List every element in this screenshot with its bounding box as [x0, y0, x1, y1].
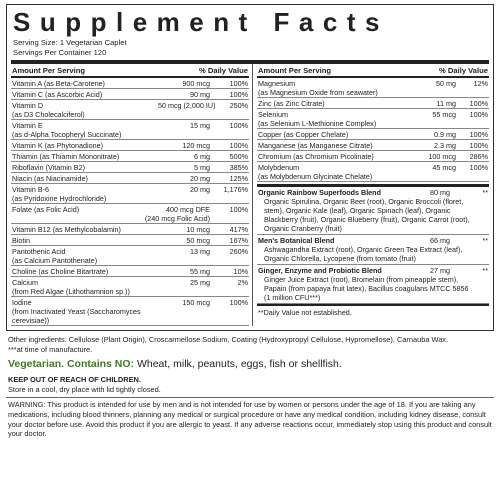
allergen-list: Wheat, milk, peanuts, eggs, fish or shellfish. [134, 358, 342, 371]
amount-value: 6 mg [193, 151, 210, 161]
warning-text: WARNING: This product is intended for use by men and is not intended for use by women or persons under the age of 18. If you are taking any medications, including blood thinners, planning any medical or surgical procedure or have any medical condition, including kidney disease, consult your doctor before use. Avoid this product if you are allergic to yeast. If any adverse reactions occur, immediately stop using this product and consult your doctor. [8, 400, 492, 439]
daily-value: 100% [469, 140, 488, 150]
nutrient-source: (as Selenium L-Methionine Complex) [257, 118, 377, 128]
blend-list [257, 184, 489, 304]
nutrient-row [257, 162, 489, 182]
daily-value: 100% [229, 89, 248, 99]
nutrient-row [11, 235, 249, 246]
nutrient-source: (as Calcium Pantothenate) [12, 255, 98, 265]
nutrient-label: Chromium (as Chromium Picolinate) [257, 151, 374, 161]
vegetarian-statement [6, 354, 494, 371]
nutrient-name [258, 141, 412, 150]
nutrient-row [11, 266, 249, 277]
right-table-header [257, 64, 489, 78]
daily-value: 2% [237, 277, 248, 287]
blend-header [258, 266, 488, 275]
nutrient-row [257, 151, 489, 162]
servings-per-container: Servings Per Container 120 [13, 48, 107, 57]
nutrient-amount [412, 110, 456, 128]
nutrient-name [12, 163, 158, 172]
nutrient-name [12, 267, 158, 276]
nutrient-label: Vitamin D [12, 100, 44, 110]
blend-ingredients: Organic Spirulina, Organic Beet (root), Organic Broccoli (floret, stem), Organic Kale (leaf), Organic Spinach (leaf), Organic Blackberry (fruit), Organic Blueberry (fruit), Organic Carrot (root), Organic Cranberry (fruit) [263, 197, 470, 233]
nutrient-row [11, 224, 249, 235]
other-ingredients: Other ingredients: Cellulose (Plant Origin), Croscarmellose Sodium, Coating (Hydroxypropyl Cellulose, Hypromellose), Carnauba Wax. [8, 335, 449, 344]
nutrient-name [12, 236, 158, 245]
daily-value: 125% [229, 173, 248, 183]
blend-ingredients: Ashwagandha Extract (root), Organic Green Tea Extract (leaf), Organic Chlorella, Lycopene (from tomato (fruit) [263, 245, 463, 263]
nutrient-label: Iodine [12, 297, 32, 307]
blend-ingredients: Ginger Juice Extract (root), Bromelain (from pineapple stem), Papain (from papaya fruit latex), Bacillus coagulans MTCC 5856 (1 million CFU***) [263, 275, 469, 302]
nutrient-label: Calcium [12, 277, 38, 287]
left-nutrient-list [11, 78, 249, 326]
nutrient-label: Thiamin (as Thiamin Mononitrate) [12, 151, 120, 161]
divider [6, 397, 494, 398]
nutrient-label: Vitamin E [12, 120, 43, 130]
amount-value: 120 mcg [182, 140, 210, 150]
amount-value: 55 mcg [432, 109, 456, 119]
nutrient-source: (as D3 Cholecalciferol) [12, 109, 85, 119]
blend-name: Men's Botanical Blend [257, 236, 335, 245]
daily-value: 167% [229, 235, 248, 245]
nutrient-amount [158, 79, 210, 88]
nutrient-amount [158, 152, 210, 161]
daily-value: 100% [469, 98, 488, 108]
daily-value: 100% [229, 297, 248, 307]
nutrient-row [11, 297, 249, 326]
nutrient-name [258, 163, 412, 181]
nutrient-label: Choline (as Choline Bitartrate) [12, 266, 109, 276]
storage-instructions: Store in a cool, dry place with lid tightly closed. [8, 384, 161, 394]
nutrient-row [11, 140, 249, 151]
nutrient-label: Selenium [257, 109, 288, 119]
nutrient-row [257, 98, 489, 109]
nutrient-name [12, 90, 158, 99]
nutrient-amount [158, 121, 210, 139]
nutrient-label: Vitamin B12 (as Methylcobalamin) [12, 224, 121, 234]
daily-value: 417% [229, 224, 248, 234]
nutrient-amount [412, 152, 456, 161]
nutrient-amount [158, 236, 210, 245]
daily-value: 100% [469, 109, 488, 119]
nutrient-label: Molybdenum [257, 162, 300, 172]
serving-size: Serving Size: 1 Vegetarian Caplet [13, 38, 127, 47]
supplement-facts-panel [6, 4, 494, 331]
right-nutrient-list [257, 78, 489, 182]
blend-dv: ** [482, 188, 488, 197]
right-column [253, 64, 489, 326]
nutrient-label: Magnesium [257, 78, 296, 88]
daily-value: 500% [229, 151, 248, 161]
nutrient-name [258, 99, 412, 108]
vegetarian-label: Vegetarian. Contains NO: [8, 358, 135, 371]
daily-value: 1,176% [223, 184, 248, 194]
blend-amount: 66 mg [430, 236, 450, 245]
nutrient-row [257, 129, 489, 140]
nutrient-amount [118, 205, 210, 223]
amount-value: 11 mg [436, 98, 456, 108]
left-table-header [11, 64, 249, 78]
dv-header: % Daily Value [439, 66, 488, 75]
nutrient-amount [158, 298, 210, 325]
amount-value: 10 mcg [186, 224, 210, 234]
nutrient-row [11, 151, 249, 162]
nutrient-label: Niacin (as Niacinamide) [12, 173, 88, 183]
nutrient-row [11, 184, 249, 204]
blend-block [257, 235, 489, 265]
nutrient-name [12, 185, 158, 203]
daily-value: 100% [469, 129, 488, 139]
amount-value: 150 mcg [182, 297, 210, 307]
nutrient-amount [158, 90, 210, 99]
facts-columns [11, 64, 489, 326]
daily-value: 100% [229, 204, 248, 214]
nutrient-amount [157, 100, 216, 119]
nutrient-amount [158, 225, 210, 234]
nutrient-row [11, 173, 249, 184]
nutrient-row [11, 204, 249, 224]
manufacture-note: ***at time of manufacture. [8, 344, 93, 354]
nutrient-name [12, 298, 158, 325]
daily-value: 100% [229, 140, 248, 150]
nutrient-name [258, 130, 412, 139]
nutrient-source: (as d-Alpha Tocopheryl Succinate) [12, 129, 122, 139]
blend-block [257, 184, 489, 235]
amount-value: 20 mg [189, 173, 210, 183]
blend-header [258, 236, 488, 245]
keep-out-warning: KEEP OUT OF REACH OF CHILDREN. [8, 375, 141, 385]
nutrient-label: Biotin [12, 235, 30, 245]
daily-value: 10% [233, 266, 248, 276]
nutrient-label: Vitamin K (as Phytonadione) [12, 140, 103, 150]
amount-value: 90 mg [189, 89, 210, 99]
daily-value: 100% [229, 120, 248, 130]
nutrient-amount [158, 247, 210, 265]
nutrient-name [12, 205, 118, 223]
daily-value: 286% [469, 151, 488, 161]
nutrient-name [12, 141, 158, 150]
blend-block [257, 265, 489, 304]
dv-note: **Daily Value not established. [257, 304, 489, 319]
amount-value: 55 mg [189, 266, 210, 276]
nutrient-row [257, 140, 489, 151]
blend-amount: 27 mg [430, 266, 450, 275]
blend-amount: 80 mg [430, 188, 450, 197]
amount-value: 25 mg [189, 277, 210, 287]
nutrient-name [12, 174, 158, 183]
amount-header: Amount Per Serving [257, 66, 331, 75]
daily-value: 12% [473, 78, 488, 88]
nutrient-source: (as Magnesium Oxide from seawater) [257, 87, 378, 97]
nutrient-amount [412, 99, 456, 108]
amount-value: 900 mcg [182, 78, 210, 88]
nutrient-row [11, 78, 249, 89]
nutrient-name [12, 278, 158, 296]
nutrient-amount [158, 185, 210, 203]
nutrient-row [11, 100, 249, 120]
amount-value: 5 mg [193, 162, 210, 172]
nutrient-label: Riboflavin (Vitamin B2) [12, 162, 85, 172]
nutrient-source: (from Red Algae (Lithothamnion sp.)) [12, 286, 130, 296]
amount-value: 50 mcg [186, 235, 210, 245]
nutrient-row [257, 78, 489, 98]
nutrient-source: (as Molybdenum Glycinate Chelate) [257, 171, 373, 181]
nutrient-amount [158, 163, 210, 172]
nutrient-label: Manganese (as Manganese Citrate) [257, 140, 373, 150]
amount-value: 2.3 mg [434, 140, 456, 150]
left-column [11, 64, 253, 326]
nutrient-name [258, 110, 412, 128]
nutrient-label: Vitamin A (as Beta-Carotene) [12, 78, 105, 88]
nutrient-name [12, 247, 158, 265]
amount-detail: (240 mcg Folic Acid) [144, 213, 210, 223]
blend-header [258, 188, 488, 197]
nutrient-name [12, 121, 158, 139]
nutrient-name [12, 79, 158, 88]
nutrient-label: Pantothenic Acid [12, 246, 66, 256]
nutrient-row [11, 162, 249, 173]
nutrient-amount [158, 267, 210, 276]
nutrient-amount [412, 141, 456, 150]
nutrient-label: Copper (as Copper Chelate) [257, 129, 349, 139]
amount-value: 15 mg [189, 120, 210, 130]
amount-value: 50 mcg (2,000 IU) [157, 100, 216, 110]
nutrient-amount [412, 130, 456, 139]
nutrient-row [11, 89, 249, 100]
nutrient-amount [412, 163, 456, 181]
nutrient-label: Vitamin C (as Ascorbic Acid) [12, 89, 103, 99]
daily-value: 385% [229, 162, 248, 172]
nutrient-label: Zinc (as Zinc Citrate) [257, 98, 325, 108]
nutrient-name [12, 101, 158, 119]
amount-header: Amount Per Serving [12, 66, 85, 75]
amount-value: 0.9 mg [434, 129, 456, 139]
nutrient-name [258, 79, 412, 97]
nutrient-amount [412, 79, 456, 97]
blend-name: Organic Rainbow Superfoods Blend [257, 188, 381, 197]
nutrient-row [11, 120, 249, 140]
daily-value: 100% [229, 78, 248, 88]
nutrient-name [12, 225, 158, 234]
nutrient-name [12, 152, 158, 161]
panel-title: Supplement Facts [13, 7, 389, 37]
nutrient-amount [158, 278, 210, 296]
blend-dv: ** [482, 236, 488, 245]
amount-value: 13 mg [189, 246, 210, 256]
blend-name: Ginger, Enzyme and Probiotic Blend [257, 266, 382, 275]
nutrient-amount [158, 174, 210, 183]
nutrient-row [11, 277, 249, 297]
nutrient-name [258, 152, 412, 161]
amount-value: 100 mcg [428, 151, 456, 161]
amount-value: 45 mcg [432, 162, 456, 172]
daily-value: 250% [229, 100, 248, 110]
nutrient-label: Folate (as Folic Acid) [12, 204, 80, 214]
nutrient-amount [158, 141, 210, 150]
nutrient-row [11, 246, 249, 266]
amount-value: 20 mg [189, 184, 210, 194]
amount-value: 50 mg [436, 78, 456, 88]
nutrient-label: Vitamin B-6 [12, 184, 50, 194]
daily-value: 100% [469, 162, 488, 172]
dv-header: % Daily Value [199, 66, 248, 75]
amount-value: 400 mcg DFE [166, 204, 210, 214]
daily-value: 260% [229, 246, 248, 256]
nutrient-source: (as Pyridoxine Hydrochloride) [12, 193, 107, 203]
nutrient-row [257, 109, 489, 129]
blend-dv: ** [482, 266, 488, 275]
nutrient-source: (from Inactivated Yeast (Saccharomyces cerevisiae)) [12, 306, 141, 325]
